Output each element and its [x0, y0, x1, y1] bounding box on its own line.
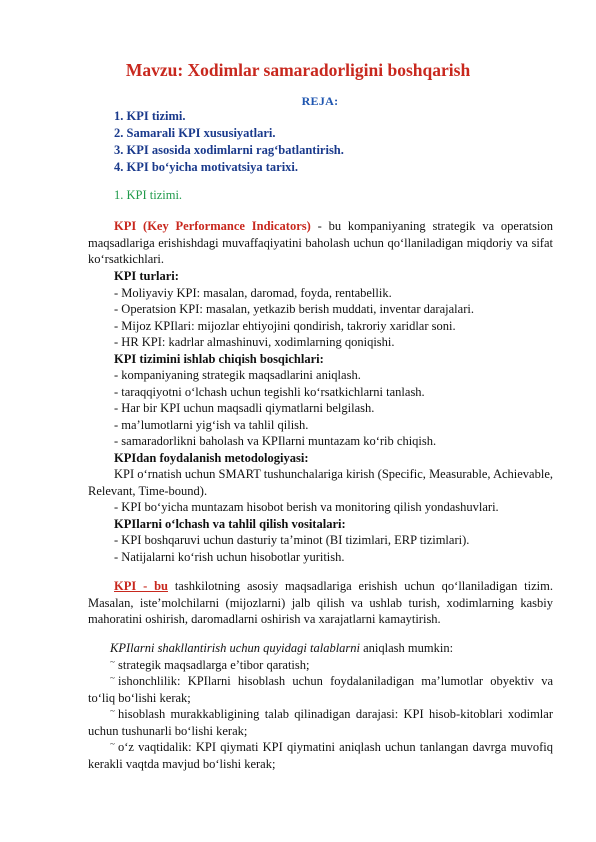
kpi-term: KPI (Key Performance Indicators) — [114, 219, 311, 233]
section-heading: 1. KPI tizimi. — [114, 188, 183, 202]
stages-heading: KPI tizimini ishlab chiqish bosqichlari: — [114, 351, 324, 366]
tilde-bullet: ~ — [110, 706, 115, 716]
methodology-heading: KPIdan foydalanish metodologiyasi: — [114, 450, 309, 465]
page-title: Mavzu: Xodimlar samaradorligini boshqarish — [125, 60, 471, 80]
stage-item: - kompaniyaning strategik maqsadlarini aniqlash. — [114, 368, 361, 382]
tilde-bullet: ~ — [110, 739, 115, 749]
stage-item: - Har bir KPI uchun maqsadli qiymatlarni belgilash. — [114, 401, 375, 415]
tool-item: - KPI boshqaruvi uchun dasturiy ta’minot (BI tizimlari, ERP tizimlari). — [114, 533, 470, 547]
tilde-bullet: ~ — [110, 673, 115, 683]
plan-item: 4. KPI bo‘yicha motivatsiya tarixi. — [114, 160, 299, 174]
stage-item: - ma’lumotlarni yig‘ish va tahlil qilish. — [114, 417, 309, 432]
intro-paragraph — [88, 218, 553, 268]
plan-heading: REJA: — [301, 94, 339, 108]
kpi-type-item: - Mijoz KPIlari: mijozlar ehtiyojini qondirish, takroriy xaridlar soni. — [114, 318, 456, 333]
methodology-item: - KPI bo‘yicha muntazam hisobot berish va monitoring qilish yondashuvlari. — [114, 500, 499, 514]
requirement-item: ~ ishonchlilik: KPIlarni hisoblash uchun foydalaniladigan ma’lumotlar obyektiv va to‘liq bo‘lishi kerak; — [88, 673, 553, 706]
tool-item: - Natijalarni ko‘rish uchun hisobotlar yuritish. — [114, 549, 345, 564]
requirement-item: ~ o‘z vaqtidalik: KPI qiymati KPI qiymatini aniqlash uchun tanlangan davrga muvofiq kerakli vaqtda mavjud bo‘lishi kerak; — [88, 739, 553, 772]
methodology-text: KPI o‘rnatish uchun SMART tushunchalariga kirish (Specific, Measurable, Achievable, Relevant, Time-bound). — [88, 467, 553, 498]
requirement-item: ~ strategik maqsadlarga e’tibor qaratish; — [88, 657, 553, 674]
kpi-definition-text: tashkilotning asosiy maqsadlariga erishish uchun qo‘llaniladigan tizim. Masalan, iste’molchilarni (mijozlarni) jalb qilish va ushlab turish, xodimlarning kasbiy mahoratini oshirish, daromadlarni oshirish va xarajatlarni kamaytirish. — [88, 579, 553, 626]
plan-item: 3. KPI asosida xodimlarni rag‘batlantirish. — [114, 143, 344, 157]
plan-list — [114, 108, 344, 176]
requirements-italic: KPIlarni shakllantirish uchun quyidagi talablarni — [110, 641, 360, 655]
kpi-definition-term: KPI - bu — [114, 579, 168, 593]
kpi-definition-paragraph — [88, 578, 553, 628]
plan-item: 2. Samarali KPI xususiyatlari. — [114, 126, 276, 140]
kpi-types-block — [88, 268, 553, 565]
kpi-types-heading: KPI turlari: — [114, 269, 179, 283]
requirements-rest: aniqlash mumkin: — [360, 641, 454, 655]
kpi-type-item: - Operatsion KPI: masalan, yetkazib berish muddati, inventar darajalari. — [114, 302, 474, 316]
stage-item: - taraqqiyotni o‘lchash uchun tegishli ko‘rsatkichlarni tanlash. — [114, 384, 425, 399]
tools-heading: KPIlarni o‘lchash va tahlil qilish vositalari: — [114, 516, 346, 531]
tilde-bullet: ~ — [110, 656, 115, 667]
kpi-type-item: - HR KPI: kadrlar almashinuvi, xodimlarning qoniqishi. — [114, 335, 395, 349]
intro-text: - bu kompaniyaning strategik va operatsion maqsadlariga erishishdagi muvaffaqiyatini baholash uchun qo‘llaniladigan miqdoriy va sifat ko‘rsatkichlari. — [88, 219, 553, 266]
stage-item: - samaradorlikni baholash va KPIlarni muntazam ko‘rib chiqish. — [114, 434, 437, 448]
requirement-item: ~ hisoblash murakkabligining talab qilinadigan darajasi: KPI hisob-kitoblari xodimlar uchun tushunarli bo‘lishi kerak; — [88, 706, 553, 739]
kpi-type-item: - Moliyaviy KPI: masalan, daromad, foyda, rentabellik. — [114, 285, 392, 300]
requirements-block — [88, 640, 553, 772]
plan-item: 1. KPI tizimi. — [114, 109, 186, 123]
